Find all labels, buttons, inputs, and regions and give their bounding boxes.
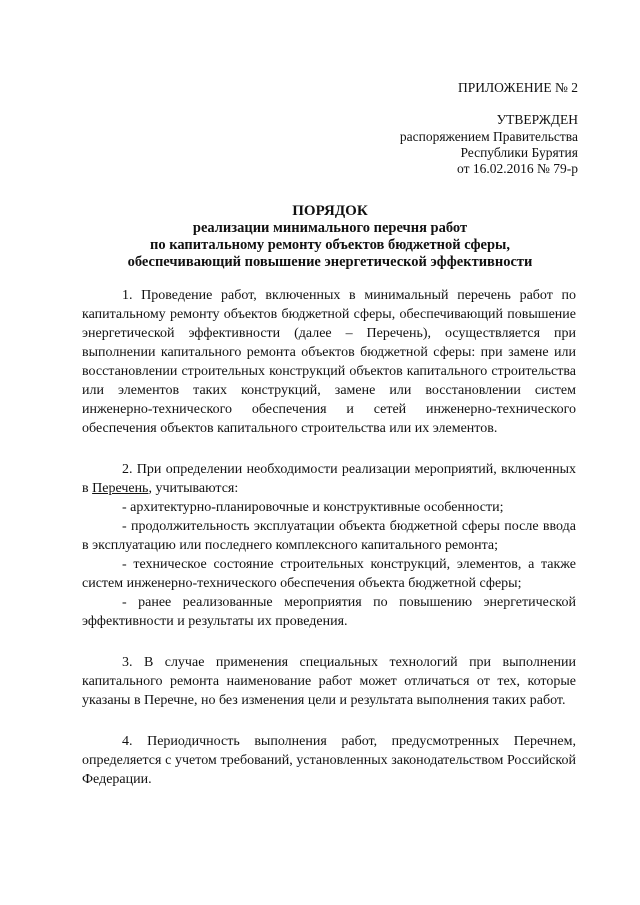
list-item: - продолжительность эксплуатации объекта бюджетной сферы после ввода в эксплуатацию или последнего комплексного капитального ремонта;	[82, 519, 576, 553]
title-line-1: реализации минимального перечня работ	[192, 220, 468, 236]
paragraph-1: 1. Проведение работ, включенных в минимальный перечень работ по капитальному ремонту объектов бюджетной сферы, обеспечивающий повышение энергетической эффективности (далее – Перечень), осуществляется при выполнении капитального ремонта объектов бюджетной сферы: при замене или восстановлении строительных конструкций объектов капитального строительства или элементов таких конструкций, замене или восстановлении систем инженерно-технического обеспечения и сетей инженерно-технического обеспечения объектов капитального строительства или их элементов.	[82, 288, 576, 436]
approved-by-line2: Республики Бурятия	[460, 145, 578, 160]
list-item: - ранее реализованные мероприятия по повышению энергетической эффективности и результаты их проведения.	[82, 595, 576, 629]
paragraph-2-intro-before: 2. При определении необходимости реализации мероприятий, включенных в	[82, 462, 576, 496]
appendix-label: ПРИЛОЖЕНИЕ № 2	[457, 80, 578, 95]
paragraph-3: 3. В случае применения специальных технологий при выполнении капитального ремонта наименование работ может отличаться от тех, которые указаны в Перечне, но без изменения цели и результата выполнения таких работ.	[82, 655, 576, 708]
document-title	[80, 203, 580, 271]
approved-by-line1: распоряжением Правительства	[399, 129, 578, 144]
perechen-link[interactable]: Перечень	[92, 481, 149, 496]
approval-header	[400, 80, 578, 177]
title-line-3: обеспечивающий повышение энергетической эффективности	[127, 254, 533, 270]
list-item: - архитектурно-планировочные и конструктивные особенности;	[122, 500, 504, 515]
approved-label: УТВЕРЖДЕН	[496, 112, 578, 127]
document-body	[82, 286, 576, 811]
title-line-2: по капитальному ремонту объектов бюджетной сферы,	[150, 237, 510, 253]
paragraph-4: 4. Периодичность выполнения работ, предусмотренных Перечнем, определяется с учетом требований, установленных законодательством Российской Федерации.	[82, 734, 576, 787]
approval-date-number: от 16.02.2016 № 79-р	[457, 161, 578, 176]
paragraph-2-intro	[82, 460, 576, 498]
title-main: ПОРЯДОК	[292, 203, 368, 219]
paragraph-2-intro-after: , учитываются:	[148, 481, 239, 496]
paragraph-2	[82, 460, 576, 631]
list-item: - техническое состояние строительных конструкций, элементов, а также систем инженерно-технического обеспечения объекта бюджетной сферы;	[82, 557, 576, 591]
